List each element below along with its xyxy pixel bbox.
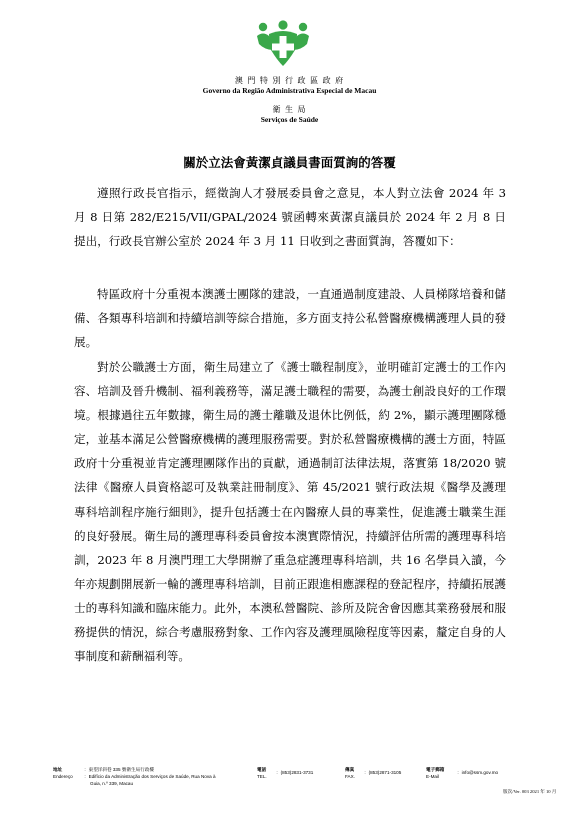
email-label-zh: 電子郵箱 (426, 767, 445, 772)
email-label-pt: E-Mail (426, 774, 440, 779)
paragraph-details: 對於公職護士方面，衛生局建立了《護士職程制度》，並明確訂定護士的工作內容、培訓及晉升機制、福利義務等，滿足護士職程的需要，為護士創設良好的工作環境。根據過往五年數據，衛生局的護士離職及退休比例低，約 2%，顯示護理團隊穩定，並基本滿足公營醫療機構的護理服務需要。對於私營醫療機構的護士方面，特區政府十分重視並肯定護理團隊作出的貢獻，通過制訂法律法規，落實第 18/2020 號法律《醫療人員資格認可及執業註冊制度》、第 45/2021 號行政法規《醫學及護理專科培訓程序施行細則》，提升包括護士在內醫療人員的專業性，促進護士職業生涯的良好發展。衛生局的護理專科委員會按本澳實際情況，持續評估所需的護理專科培訓，2023 年 8 月澳門理工大學開辦了重急症護理專科培訓，共 16 名學員入讀，今年亦規劃開展新一輪的護理專科培訓，目前正跟進相應課程的登記程序，持續拓展護士的專科知識和臨床能力。此外，本澳私營醫院、診所及院舍會因應其業務發展和服務提供的情況，綜合考慮服務對象、工作內容及護理風險程度等因素，釐定自身的人事制度和薪酬福利等。 (74, 360, 506, 664)
government-name-zh: 澳 門 特 別 行 政 區 政 府 (234, 76, 345, 85)
paragraph-overview: 特區政府十分重視本澳護士團隊的建設，一直通過制度建設、人員梯隊培養和儲備、各類專科培訓和持續培訓等綜合措施，多方面支持公私營醫療機構護理人員的發展。 (74, 287, 506, 350)
address-label-pt: Endereço (53, 774, 73, 779)
address-pt-line2: Guia, n.º 339, Macau (90, 781, 134, 786)
fax-label-pt: FAX. (345, 774, 355, 779)
fax-label-zh: 傳真 (345, 767, 355, 772)
paragraph-intro: 遵照行政長官指示，經徵詢人才發展委員會之意見，本人對立法會 2024 年 3 月 8 日第 282/E215/VII/GPAL/2024 號函轉來黃潔貞議員於 2024 年 2 月 8 日提出，行政長官辦公室於 2024 年 3 月 11 日收到之書面質詢，答覆如下： (74, 186, 506, 249)
footer (0, 766, 579, 806)
version-stamp: 版次/Ver. 003 2021 年 10 月 (503, 789, 557, 794)
address-label-zh: 地址 (53, 767, 63, 772)
email-address[interactable]: ：info@ssm.gov.mo (457, 770, 499, 775)
document-title: 關於立法會黃潔貞議員書面質詢的答覆 (183, 155, 396, 170)
tel-label-pt: TEL. (257, 774, 267, 779)
department-name-pt: Serviços de Saúde (260, 115, 319, 124)
tel-label-zh: 電話 (257, 767, 267, 772)
government-name-pt: Governo da Região Administrativa Especial de Macau (202, 86, 377, 95)
tel-number: ：(853)2831-3731 (276, 770, 314, 775)
address-zh: ：東望洋斜巷 335 號衛生局行政樓 (84, 767, 154, 772)
address-pt-line1: ：Edifício da Administração dos Serviços de Saúde, Rua Nova à (84, 774, 216, 779)
fax-number: ：(853)2871-3105 (364, 770, 402, 775)
health-bureau-logo-icon (255, 20, 311, 68)
department-name-zh: 衛 生 局 (272, 105, 307, 114)
